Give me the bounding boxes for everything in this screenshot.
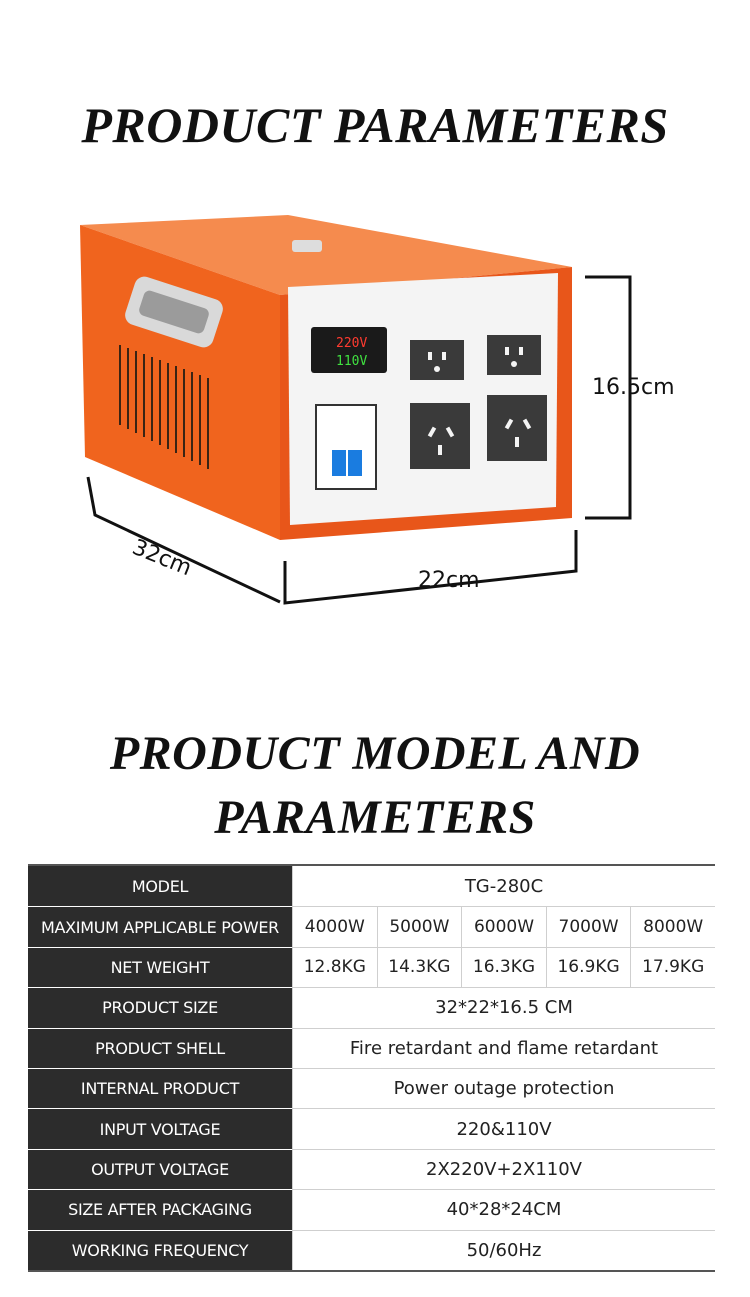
row-label: INTERNAL PRODUCT <box>28 1068 292 1108</box>
table-row <box>28 1108 715 1148</box>
weight-value: 16.9KG <box>546 947 631 987</box>
svg-text:110V: 110V <box>336 354 368 369</box>
circuit-breaker <box>316 405 376 489</box>
row-label: WORKING FREQUENCY <box>28 1230 292 1270</box>
table-row <box>28 987 715 1027</box>
table-row <box>28 1068 715 1108</box>
row-label: INPUT VOLTAGE <box>28 1108 292 1148</box>
table-row <box>28 1149 715 1189</box>
row-label: MAXIMUM APPLICABLE POWER <box>28 906 292 946</box>
table-row <box>28 906 715 946</box>
row-values <box>292 906 715 946</box>
row-value: 220&110V <box>292 1108 715 1148</box>
row-label: NET WEIGHT <box>28 947 292 987</box>
section-title-line1: PRODUCT MODEL AND <box>109 727 641 780</box>
table-row <box>28 866 715 906</box>
width-dimension-label: 22cm <box>418 568 480 593</box>
row-values <box>292 947 715 987</box>
outlet-220-b <box>487 395 547 461</box>
power-value: 5000W <box>377 906 462 946</box>
outlet-220-a <box>410 403 470 469</box>
row-value: Power outage protection <box>292 1068 715 1108</box>
row-value: 50/60Hz <box>292 1230 715 1270</box>
section-title-line2: PARAMETERS <box>214 791 536 844</box>
height-dimension-label: 16.5cm <box>592 375 675 400</box>
table-row <box>28 1230 715 1270</box>
power-value: 6000W <box>461 906 546 946</box>
page-title: PRODUCT PARAMETERS <box>81 97 669 153</box>
weight-value: 16.3KG <box>461 947 546 987</box>
row-label: MODEL <box>28 866 292 906</box>
svg-text:220V: 220V <box>336 336 368 351</box>
row-value: Fire retardant and flame retardant <box>292 1028 715 1068</box>
table-row <box>28 1189 715 1229</box>
depth-dimension-label: 32cm <box>128 535 196 582</box>
row-value: 32*22*16.5 CM <box>292 987 715 1027</box>
row-label: SIZE AFTER PACKAGING <box>28 1189 292 1229</box>
row-value: 2X220V+2X110V <box>292 1149 715 1189</box>
top-knob <box>292 240 322 252</box>
transformer-image <box>0 195 750 625</box>
outlet-110-a <box>410 340 464 380</box>
product-illustration <box>0 195 750 625</box>
weight-value: 17.9KG <box>630 947 715 987</box>
outlet-110-b <box>487 335 541 375</box>
parameter-table <box>28 864 715 1272</box>
weight-value: 14.3KG <box>377 947 462 987</box>
row-value: TG-280C <box>292 866 715 906</box>
power-value: 7000W <box>546 906 631 946</box>
table-row <box>28 947 715 987</box>
table-row <box>28 1028 715 1068</box>
row-value: 40*28*24CM <box>292 1189 715 1229</box>
row-label: PRODUCT SIZE <box>28 987 292 1027</box>
row-label: OUTPUT VOLTAGE <box>28 1149 292 1189</box>
power-value: 8000W <box>630 906 715 946</box>
weight-value: 12.8KG <box>292 947 377 987</box>
row-label: PRODUCT SHELL <box>28 1028 292 1068</box>
power-value: 4000W <box>292 906 377 946</box>
